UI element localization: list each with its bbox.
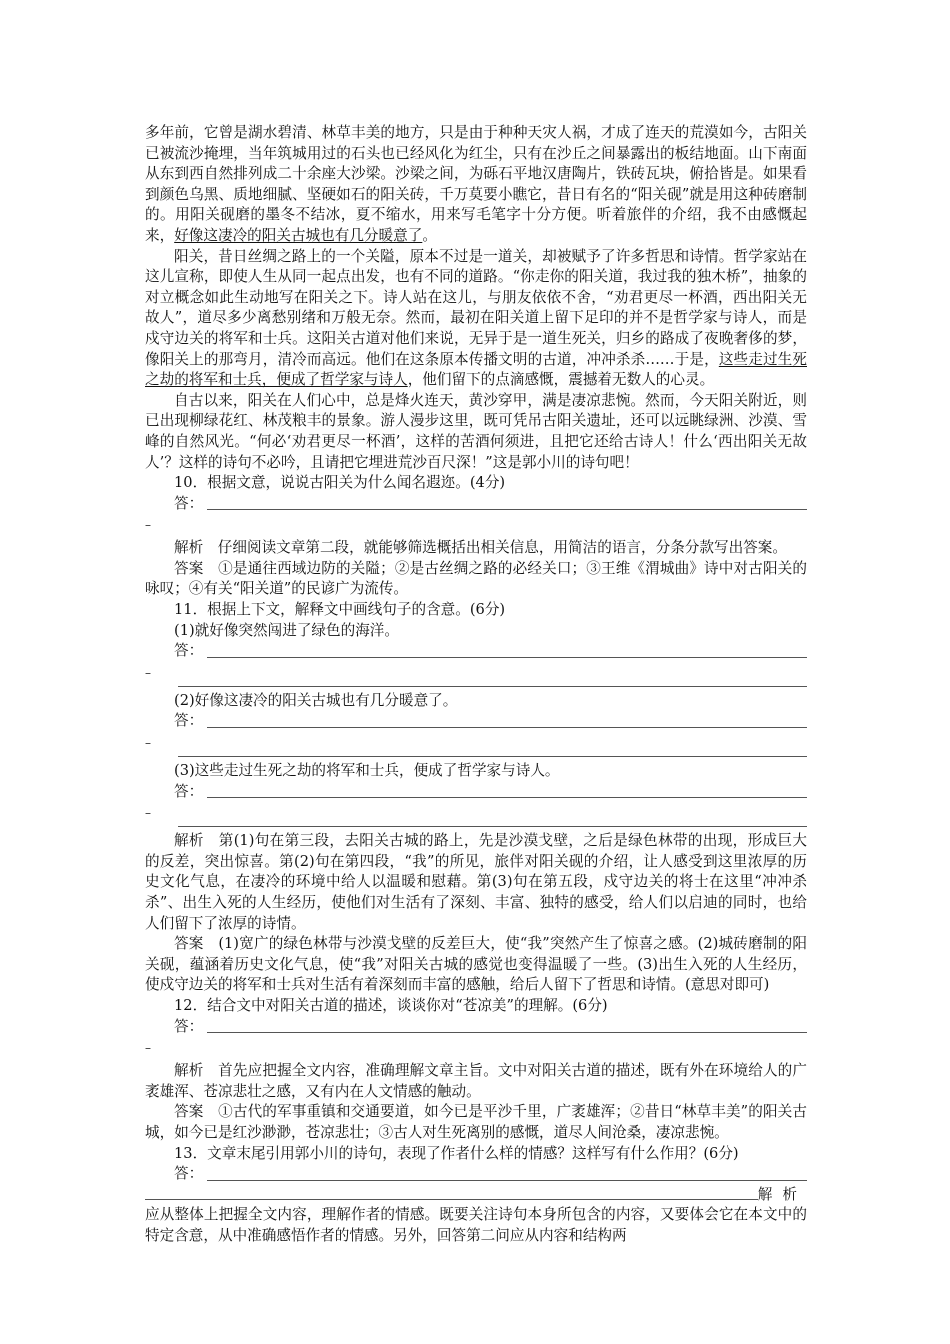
answer-q10: 答案 ①是通往西域边防的关隘；②是古丝绸之路的必经关口；③王维《渭城曲》诗中对古阳关的咏叹；④有关“阳关道”的民谚广为流传。: [145, 559, 807, 598]
sub-question-3: (3)这些走过生死之劫的将军和士兵，便成了哲学家与诗人。: [174, 762, 560, 780]
answer-label: 答：: [174, 1165, 204, 1183]
answer-underline: [207, 508, 807, 510]
line-dash: –: [145, 665, 151, 680]
answer-label: 答：: [174, 712, 204, 730]
sub-question-2: (2)好像这凄冷的阳关古城也有几分暖意了。: [174, 691, 458, 709]
analysis-q13: 应从整体上把握全文内容，理解作者的情感。既要关注诗句本身所包含的内容，又要体会它在本文中的特定含意，从中准确感悟作者的情感。另外，回答第二问应从内容和结构两: [145, 1206, 807, 1244]
answer-underline: [145, 1198, 758, 1200]
answer-line-q11-2[interactable]: [145, 711, 807, 732]
answer-underline: [207, 656, 807, 658]
question-10: 10．根据文意，说说古阳关为什么闻名遐迩。(4分): [174, 474, 506, 492]
answer-underline: [178, 676, 807, 687]
underlined-sentence-3: 这些走过生死之劫的将军和士兵，便成了哲学家与诗人: [145, 350, 807, 389]
analysis-q12: 解析 首先应把握全文内容，准确理解文章主旨。文中对阳关古道的描述，既有外在环境给人的广袤雄浑、苍凉悲壮之感，又有内在人文情感的触动。: [145, 1062, 807, 1100]
answer-line-q11-3[interactable]: [145, 782, 807, 803]
question-12: 12．结合文中对阳关古道的描述，谈谈你对“苍凉美”的理解。(6分): [174, 996, 608, 1014]
answer-underline: [207, 1179, 807, 1181]
answer-underline: [207, 726, 807, 728]
answer-label: 答：: [174, 782, 204, 800]
answer-line-q10[interactable]: [145, 494, 807, 515]
document-page: [145, 123, 807, 1247]
answer-underline: [207, 1031, 807, 1033]
line-dash: –: [145, 736, 151, 751]
analysis-head-line: [145, 1185, 807, 1206]
answer-label: 答：: [174, 642, 204, 660]
line-dash: –: [145, 806, 151, 821]
answer-line-q11-1[interactable]: [145, 641, 807, 662]
answer-underline: [207, 796, 807, 798]
paragraph-1: [145, 123, 807, 247]
line-dash: –: [145, 1041, 151, 1056]
analysis-q10: 解析 仔细阅读文章第二段，就能够筛选概括出相关信息，用简洁的语言，分条分款写出答案。: [174, 539, 787, 557]
paragraph-2-end: ，他们留下的点滴感慨，震撼着无数人的心灵。: [407, 371, 715, 389]
analysis-label: 解析: [757, 1185, 807, 1203]
paragraph-1-end: 。: [422, 226, 437, 244]
answer-underline: [178, 746, 807, 757]
question-11: 11．根据上下文，解释文中画线句子的含意。(6分): [174, 601, 506, 619]
answer-line-q13[interactable]: [145, 1164, 807, 1185]
question-13: 13．文章末尾引用郭小川的诗句，表现了作者什么样的情感？这样写有什么作用？(6分): [174, 1144, 739, 1162]
paragraph-3: 自古以来，阳关在人们心中，总是烽火连天，黄沙穿甲，满是凄凉悲惋。然而，今天阳关附近，则已出现柳绿花红、林茂粮丰的景象。游人漫步这里，既可凭吊古阳关遗址，还可以远眺绿洲、沙漠、雪峰的自然风光。“何必‘劝君更尽一杯酒’，这样的苦酒何须进，且把它还给古诗人！什么‘西出阳关无故人’？这样的诗句不必吟，且请把它埋进荒沙百尺深！”这是郭小川的诗句吧！: [145, 391, 807, 471]
paragraph-2-text: 阳关，昔日丝绸之路上的一个关隘，原本不过是一道关，却被赋予了许多哲思和诗情。哲学家站在这儿宣称，即使人生从同一起点出发，也有不同的道路。“你走你的阳关道，我过我的独木桥”，抽象的对立概念如此生动地写在阳关之下。诗人站在这儿，与朋友依依不舍，“劝君更尽一杯酒，西出阳关无故人”，道尽多少离愁别绪和万般无奈。然而，最初在阳关道上留下足印的并不是哲学家与诗人，而是戍守边关的将军和士兵。这阳关古道对他们来说，无异于是一道生死关，归乡的路成了夜晚奢侈的梦，像阳关上的那弯月，清冷而高远。他们在这条原本传播文明的古道，冲冲杀杀……于是，: [145, 247, 807, 368]
underlined-sentence-2: 好像这凄冷的阳关古城也有几分暖意了: [174, 226, 423, 244]
answer-underline: [178, 816, 807, 827]
sub-question-1: (1)就好像突然闯进了绿色的海洋。: [174, 621, 399, 639]
paragraph-1-text: 多年前，它曾是湖水碧清、林草丰美的地方，只是由于种种天灾人祸，才成了连天的荒漠如今，古阳关已被流沙掩埋，当年筑城用过的石头也已经风化为红尘，只有在沙丘之间暴露出的板结地面。山下南面从东到西自然排列成二十余座大沙梁。沙梁之间，为砾石平地汉唐陶片，铁砖瓦块，俯拾皆是。如果看到颜色乌黑、质地细腻、坚硬如石的阳关砖，千万莫要小瞧它，昔日有名的“阳关砚”就是用这种砖磨制的。用阳关砚磨的墨冬不结冰，夏不缩水，用来写毛笔字十分方便。听着旅伴的介绍，我不由感慨起来，: [145, 124, 807, 244]
answer-q11: 答案 (1)宽广的绿色林带与沙漠戈壁的反差巨大，使“我”突然产生了惊喜之感。(2)城砖磨制的阳关砚，蕴涵着历史文化气息，使“我”对阳关古城的感觉也变得温暖了一些。(3)出生入死的人生经历，使戍守边关的将军和士兵对生活有着深刻而丰富的感触，给后人留下了哲思和诗情。(意思对即可): [145, 935, 807, 994]
analysis-q11: 解析 第(1)句在第三段，去阳关古城的路上，先是沙漠戈壁，之后是绿色林带的出现，形成巨大的反差，突出惊喜。第(2)句在第四段，“我”的所见，旅伴对阳关砚的介绍，让人感受到这里浓厚的历史文化气息，在凄冷的环境中给人以温暖和慰藉。第(3)句在第五段，戍守边关的将士在这里“冲冲杀杀”、出生入死的人生经历，使他们对生活有了深刻、丰富、独特的感受，给人们以启迪的同时，也给人们留下了浓厚的诗情。: [145, 832, 807, 932]
answer-label: 答：: [174, 494, 204, 512]
answer-line-q12[interactable]: [145, 1017, 807, 1038]
answer-q12: 答案 ①古代的军事重镇和交通要道，如今已是平沙千里，广袤雄浑；②昔日“林草丰美”的阳关古城，如今已是红沙渺渺，苍凉悲壮；③古人对生死离别的感慨，道尽人间沧桑，凄凉悲惋。: [145, 1103, 807, 1141]
answer-label: 答：: [174, 1017, 204, 1035]
line-dash: –: [145, 518, 151, 533]
paragraph-2: [145, 247, 807, 391]
